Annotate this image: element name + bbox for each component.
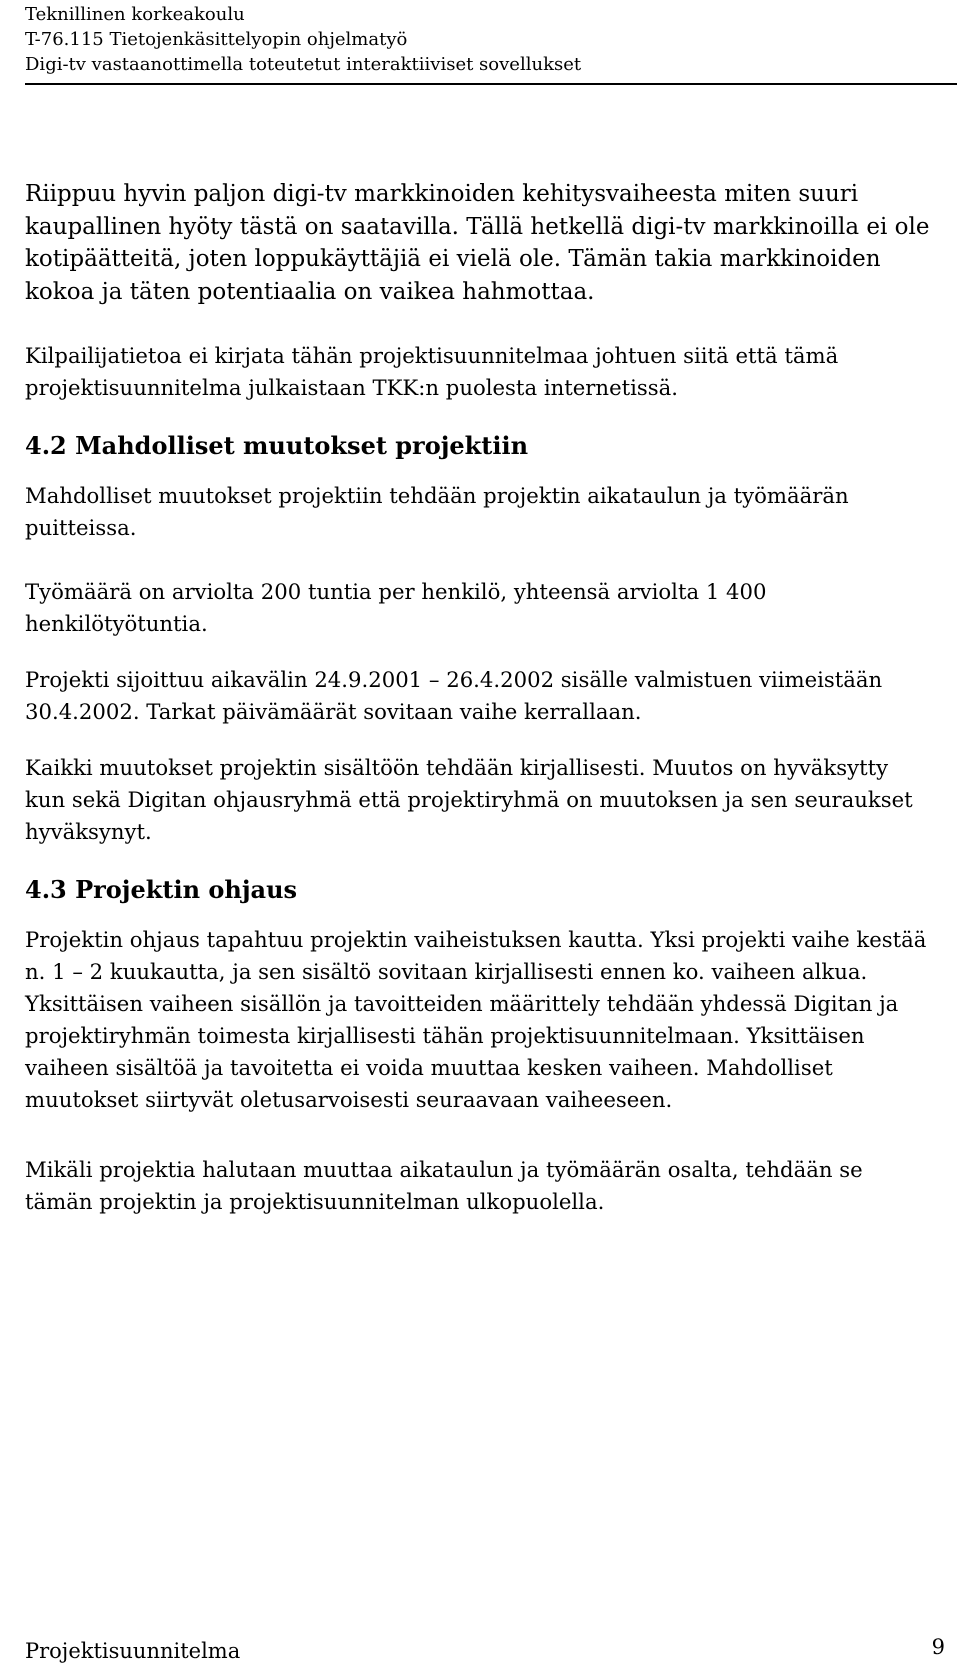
- header-institution: Teknillinen korkeakoulu: [25, 4, 245, 25]
- footer-document-title: Projektisuunnitelma: [25, 1639, 241, 1663]
- page-header: [25, 2, 957, 85]
- paragraph-changes-scope: Mahdolliset muutokset projektiin tehdään projektin aikataulun ja työmäärän puitteissa.: [25, 483, 849, 540]
- paragraph-workload: Työmäärä on arviolta 200 tuntia per henkilö, yhteensä arviolta 1 400 henkilötyötuntia.: [25, 579, 767, 636]
- section-heading-4-3: 4.3 Projektin ohjaus: [25, 875, 298, 904]
- header-course: T-76.115 Tietojenkäsittelyopin ohjelmatyö: [25, 29, 408, 50]
- header-project-title: Digi-tv vastaanottimella toteutetut interaktiiviset sovellukset: [25, 54, 582, 75]
- paragraph-change-approval: Kaikki muutokset projektin sisältöön tehdään kirjallisesti. Muutos on hyväksytty kun sekä Digitan ohjausryhmä että projektiryhmä on muutoksen ja sen seuraukset hyväksynyt.: [25, 755, 913, 844]
- paragraph-schedule: Projekti sijoittuu aikavälin 24.9.2001 – 26.4.2002 sisälle valmistuen viimeistään 30.4.2002. Tarkat päivämäärät sovitaan vaihe kerrallaan.: [25, 667, 883, 724]
- paragraph-external-changes: Mikäli projektia halutaan muuttaa aikataulun ja työmäärän osalta, tehdään se tämän projektin ja projektisuunnitelman ulkopuolella.: [25, 1157, 863, 1214]
- paragraph-project-steering: Projektin ohjaus tapahtuu projektin vaiheistuksen kautta. Yksi projekti vaihe kestää n. 1 – 2 kuukautta, ja sen sisältö sovitaan kirjallisesti ennen ko. vaiheen alkua. Yksittäisen vaiheen sisällön ja tavoitteiden määrittely tehdään yhdessä Digitan ja projektiryhmän toimesta kirjallisesti tähän projektisuunnitelmaan. Yksittäisen vaiheen sisältöä ja tavoitetta ei voida muuttaa kesken vaiheen. Mahdolliset muutokset siirtyvät oletusarvoisesti seuraavaan vaiheeseen.: [25, 927, 927, 1112]
- paragraph-commercial-benefit: Riippuu hyvin paljon digi-tv markkinoiden kehitysvaiheesta miten suuri kaupallinen hyöty tästä on saatavilla. Tällä hetkellä digi-tv markkinoilla ei ole kotipäätteitä, joten loppukäyttäjiä ei vielä ole. Tämän takia markkinoiden kokoa ja täten potentiaalia on vaikea hahmottaa.: [25, 181, 930, 305]
- paragraph-competitor-info: Kilpailijatietoa ei kirjata tähän projektisuunnitelmaa johtuen siitä että tämä projektisuunnitelma julkaistaan TKK:n puolesta internetissä.: [25, 343, 839, 400]
- section-heading-4-2: 4.2 Mahdolliset muutokset projektiin: [25, 431, 529, 460]
- footer-page-number: 9: [931, 1635, 945, 1659]
- document-body: [25, 178, 930, 1218]
